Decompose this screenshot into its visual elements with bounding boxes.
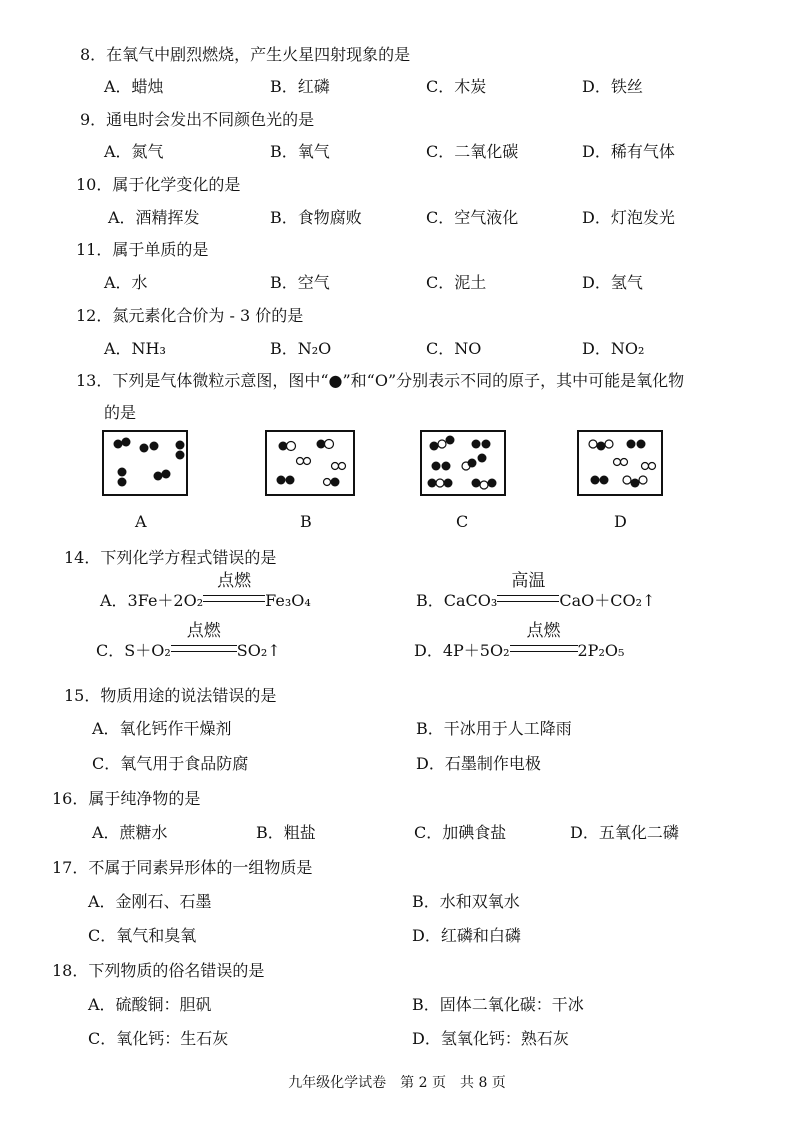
equation-d: D．4P＋5O₂ 点燃 2P₂O₅ bbox=[414, 638, 624, 661]
option-c: C．二氧化碳 bbox=[426, 142, 519, 161]
particle-box-d bbox=[578, 431, 662, 495]
reaction-condition: 点燃 bbox=[217, 571, 252, 591]
option-b: B．粗盐 bbox=[256, 823, 316, 842]
question-14-stem: 14．下列化学方程式错误的是 bbox=[64, 548, 277, 567]
question-16-options bbox=[0, 820, 794, 846]
question-18-options-row2 bbox=[0, 1026, 794, 1052]
question-11-stem: 11．属于单质的是 bbox=[76, 240, 209, 259]
option-a: A．硫酸铜：胆矾 bbox=[88, 995, 212, 1014]
reaction-condition: 点燃 bbox=[526, 621, 561, 641]
question-18-options-row1 bbox=[0, 992, 794, 1018]
option-a: A．NH₃ bbox=[104, 339, 166, 358]
option-a: A．蔗糖水 bbox=[92, 823, 168, 842]
question-14-options-row2 bbox=[0, 621, 794, 664]
box-label-c: C bbox=[456, 512, 469, 531]
option-b: B．红磷 bbox=[270, 77, 330, 96]
question-10-options bbox=[0, 205, 794, 231]
question-17-options-row1 bbox=[0, 889, 794, 915]
box-label-b: B bbox=[300, 512, 312, 531]
question-9-options bbox=[0, 139, 794, 165]
question-18-stem: 18．下列物质的俗名错误的是 bbox=[52, 961, 265, 980]
equation-a: A．3Fe＋2O₂ 点燃 Fe₃O₄ bbox=[100, 588, 311, 611]
reaction-condition: 点燃 bbox=[186, 621, 221, 641]
option-b: B．空气 bbox=[270, 273, 330, 292]
option-c: C．氧化钙：生石灰 bbox=[88, 1029, 229, 1048]
option-c: C．氧气用于食品防腐 bbox=[92, 754, 249, 773]
particle-box-a bbox=[103, 431, 187, 495]
option-b: B．食物腐败 bbox=[270, 208, 362, 227]
equation-c: C．S＋O₂ 点燃 SO₂↑ bbox=[96, 638, 281, 661]
option-c: C．泥土 bbox=[426, 273, 487, 292]
option-d: D．氢气 bbox=[582, 273, 643, 292]
option-a: A．水 bbox=[104, 273, 148, 292]
box-label-a: A bbox=[135, 512, 147, 531]
option-b: B．水和双氧水 bbox=[412, 892, 520, 911]
question-15-stem: 15．物质用途的说法错误的是 bbox=[64, 686, 277, 705]
question-13-box-labels bbox=[0, 512, 794, 538]
question-11-options bbox=[0, 270, 794, 296]
option-d: D．稀有气体 bbox=[582, 142, 675, 161]
question-16-stem: 16．属于纯净物的是 bbox=[52, 789, 201, 808]
equation-b: B．CaCO₃ 高温 CaO＋CO₂↑ bbox=[416, 588, 655, 611]
option-b: B．固体二氧化碳：干冰 bbox=[412, 995, 584, 1014]
question-9-stem: 9．通电时会发出不同颜色光的是 bbox=[80, 110, 315, 129]
option-a: A．金刚石、石墨 bbox=[88, 892, 212, 911]
option-a: A．氧化钙作干燥剂 bbox=[92, 719, 232, 738]
question-13-stem-cont: 的是 bbox=[104, 403, 137, 422]
option-a: A．氮气 bbox=[104, 142, 164, 161]
option-d: D．红磷和白磷 bbox=[412, 926, 521, 945]
question-10-stem: 10．属于化学变化的是 bbox=[76, 175, 241, 194]
option-c: C．空气液化 bbox=[426, 208, 519, 227]
question-17-options-row2 bbox=[0, 923, 794, 949]
option-c: C．木炭 bbox=[426, 77, 487, 96]
option-d: D．氢氧化钙：熟石灰 bbox=[412, 1029, 569, 1048]
question-15-options-row2 bbox=[0, 751, 794, 777]
particle-diagrams bbox=[100, 428, 700, 508]
option-d: D．NO₂ bbox=[582, 339, 645, 358]
option-c: C．NO bbox=[426, 339, 482, 358]
option-d: D．石墨制作电极 bbox=[416, 754, 541, 773]
particle-box-b bbox=[266, 431, 354, 495]
option-a: A．蜡烛 bbox=[104, 77, 164, 96]
question-12-options bbox=[0, 336, 794, 362]
option-d: D．五氧化二磷 bbox=[570, 823, 679, 842]
option-c: C．加碘食盐 bbox=[414, 823, 507, 842]
question-13-stem: 13．下列是气体微粒示意图，图中“●”和“O”分别表示不同的原子，其中可能是氧化物 bbox=[76, 371, 685, 390]
question-8-options bbox=[0, 74, 794, 100]
box-label-d: D bbox=[614, 512, 627, 531]
option-b: B．N₂O bbox=[270, 339, 332, 358]
reaction-condition: 高温 bbox=[511, 571, 546, 591]
page-footer: 九年级化学试卷 第 2 页 共 8 页 bbox=[288, 1075, 506, 1091]
option-b: B．氧气 bbox=[270, 142, 330, 161]
option-a: A．酒精挥发 bbox=[108, 208, 200, 227]
question-15-options-row1 bbox=[0, 716, 794, 742]
option-b: B．干冰用于人工降雨 bbox=[416, 719, 572, 738]
option-c: C．氧气和臭氧 bbox=[88, 926, 197, 945]
option-d: D．灯泡发光 bbox=[582, 208, 675, 227]
question-14-options-row1 bbox=[0, 571, 794, 614]
question-8-stem: 8．在氧气中剧烈燃烧，产生火星四射现象的是 bbox=[80, 45, 411, 64]
option-d: D．铁丝 bbox=[582, 77, 643, 96]
question-12-stem: 12．氮元素化合价为 - 3 价的是 bbox=[76, 306, 304, 325]
particle-box-c bbox=[421, 431, 505, 495]
question-17-stem: 17．不属于同素异形体的一组物质是 bbox=[52, 858, 313, 877]
